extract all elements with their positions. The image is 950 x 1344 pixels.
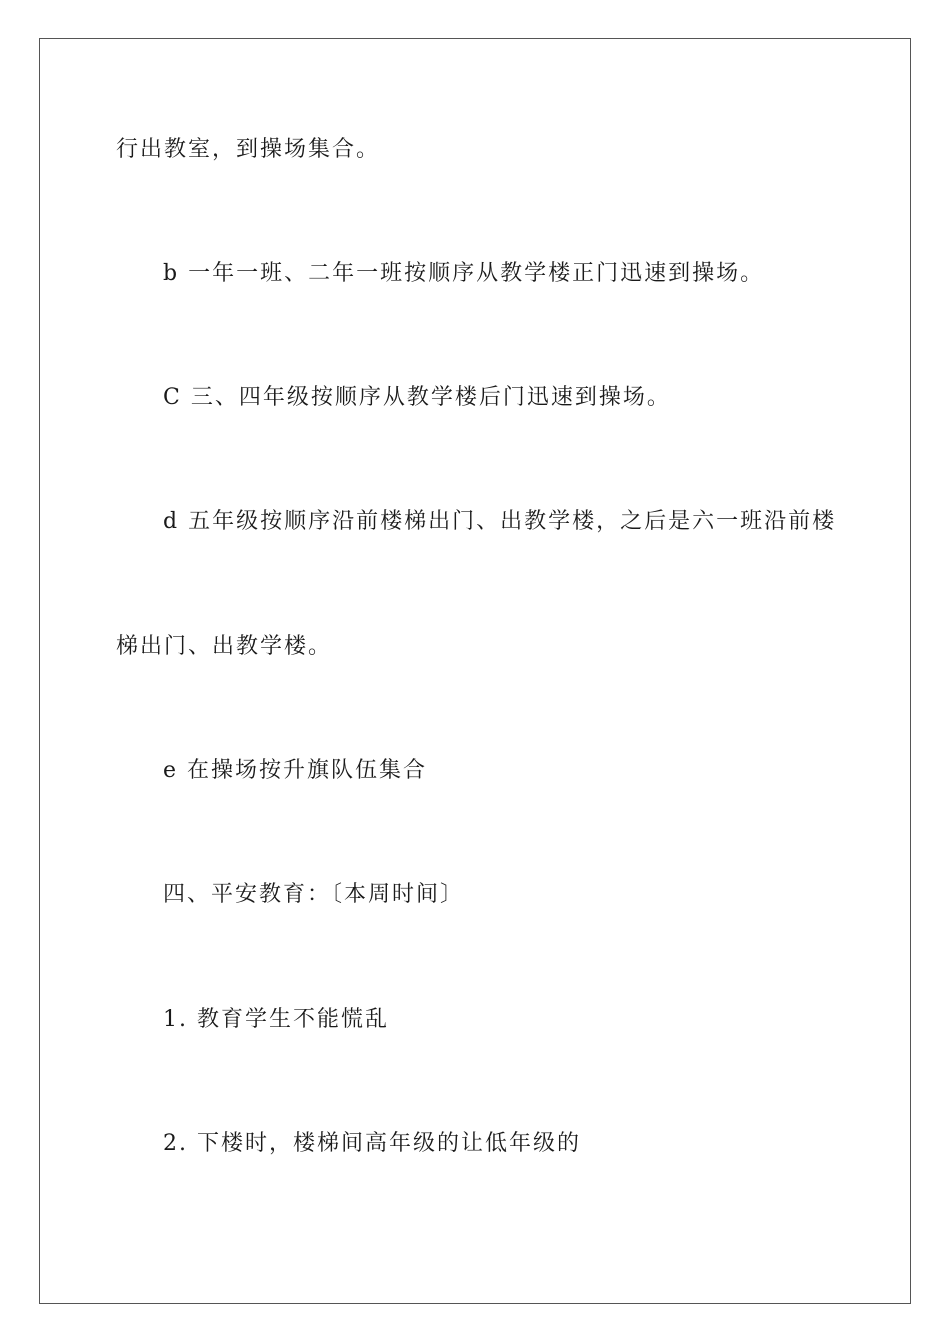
list-item: 1. 教育学生不能慌乱 — [163, 1007, 389, 1032]
paragraph-line: 行出教室，到操场集合。 — [116, 137, 381, 162]
paragraph-line: d 五年级按顺序沿前楼梯出门、出教学楼，之后是六一班沿前楼 — [163, 509, 837, 534]
paragraph-line: C 三、四年级按顺序从教学楼后门迅速到操场。 — [163, 385, 671, 410]
paragraph-line: e 在操场按升旗队伍集合 — [163, 758, 428, 783]
paragraph-line: 梯出门、出教学楼。 — [116, 634, 333, 659]
list-item: 2. 下楼时，楼梯间高年级的让低年级的 — [163, 1131, 581, 1156]
paragraph-line: b 一年一班、二年一班按顺序从教学楼正门迅速到操场。 — [163, 261, 765, 286]
page-frame — [39, 38, 911, 1304]
section-heading: 四、平安教育：〔本周时间〕 — [163, 882, 465, 907]
